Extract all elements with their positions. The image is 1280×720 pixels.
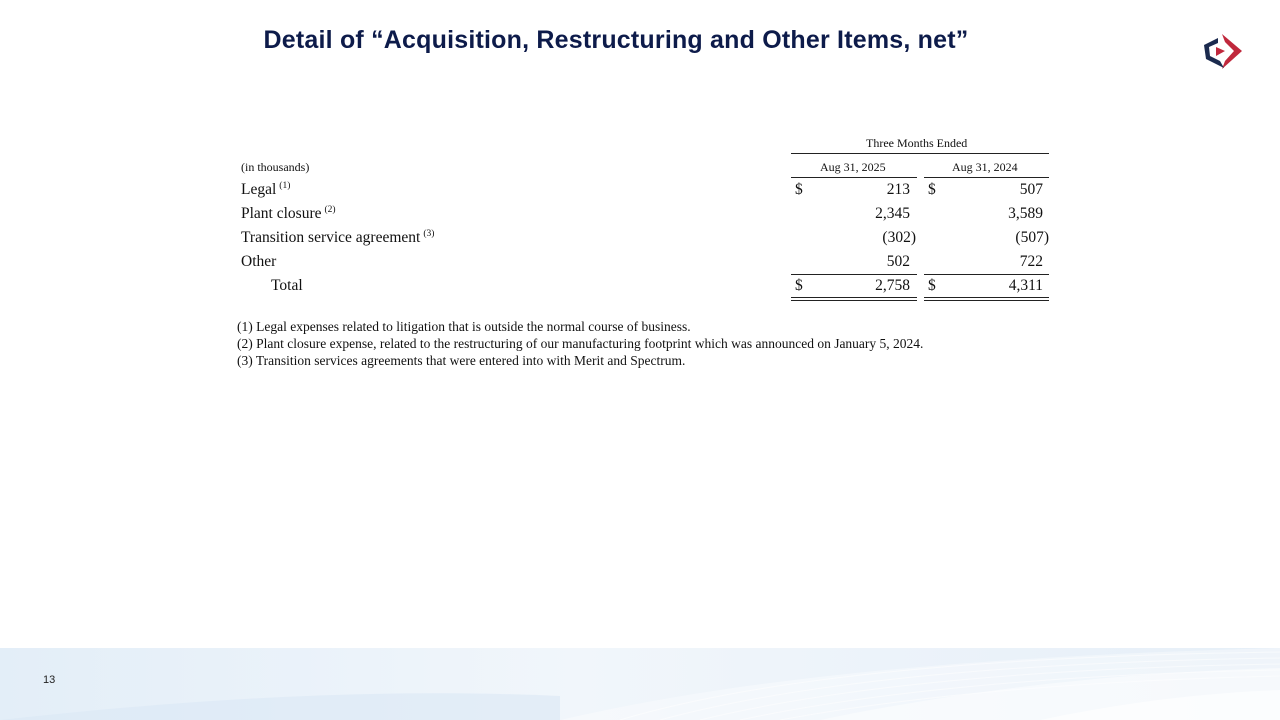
units-label: (in thousands) [241,160,310,174]
row-label-total: Total [271,277,303,294]
plant-closure-value-2024: 3,589 [1008,205,1043,222]
page-number: 13 [43,674,56,686]
column-header-2024: Aug 31, 2024 [952,160,1018,174]
currency-symbol-2025: $ [795,181,803,198]
total-double-rule-top-2024 [924,297,1049,298]
total-currency-symbol-2024: $ [928,277,936,294]
total-double-rule-bottom-2024 [924,300,1049,301]
transition-service-value-2024: (507) [1015,229,1049,246]
row-label-legal: Legal $^{(1)}$ [241,181,291,199]
subtotal-rule-2025 [791,274,917,275]
footnote-3: (3) Transition services agreements that were entered into with Merit and Spectrum. [237,353,686,368]
period-header: Three Months Ended [866,136,968,150]
total-double-rule-top-2025 [791,297,917,298]
column-header-2025: Aug 31, 2025 [820,160,886,174]
footer-wave-decoration [0,648,1280,720]
footnote-ref-2: (2) [324,205,336,215]
total-currency-symbol-2025: $ [795,277,803,294]
currency-symbol-2024: $ [928,181,936,198]
total-value-2024: 4,311 [1008,277,1043,294]
row-label-transition-service-agreement: Transition service agreement $^{(3)}$ [241,229,435,247]
footnote-ref-3: (3) [423,229,435,239]
column-header-rule-2025 [791,177,917,178]
footnote-2: (2) Plant closure expense, related to the restructuring of our manufacturing footprint which was announced on January 5, 2024. [237,336,924,351]
footer-band [0,648,1280,720]
subtotal-rule-2024 [924,274,1049,275]
acquisition-items-table [238,133,1053,308]
column-header-rule-2024 [924,177,1049,178]
footnote-ref-1: (1) [279,181,291,191]
transition-service-value-2025: (302) [882,229,916,246]
legal-value-2025: 213 [886,181,910,198]
row-label-plant-closure: Plant closure $^{(2)}$ [241,205,336,223]
period-header-rule [791,153,1049,154]
slide-title: Detail of “Acquisition, Restructuring and Other Items, net” [263,26,969,54]
footnotes [237,318,923,369]
total-value-2025: 2,758 [875,277,910,294]
company-logo-icon [1200,31,1246,73]
legal-value-2024: 507 [1019,181,1043,198]
footnote-1: (1) Legal expenses related to litigation that is outside the normal course of business. [237,319,691,334]
plant-closure-value-2025: 2,345 [875,205,910,222]
total-double-rule-bottom-2025 [791,300,917,301]
other-value-2025: 502 [886,253,910,270]
other-value-2024: 722 [1019,253,1043,270]
row-label-other: Other [241,253,277,270]
